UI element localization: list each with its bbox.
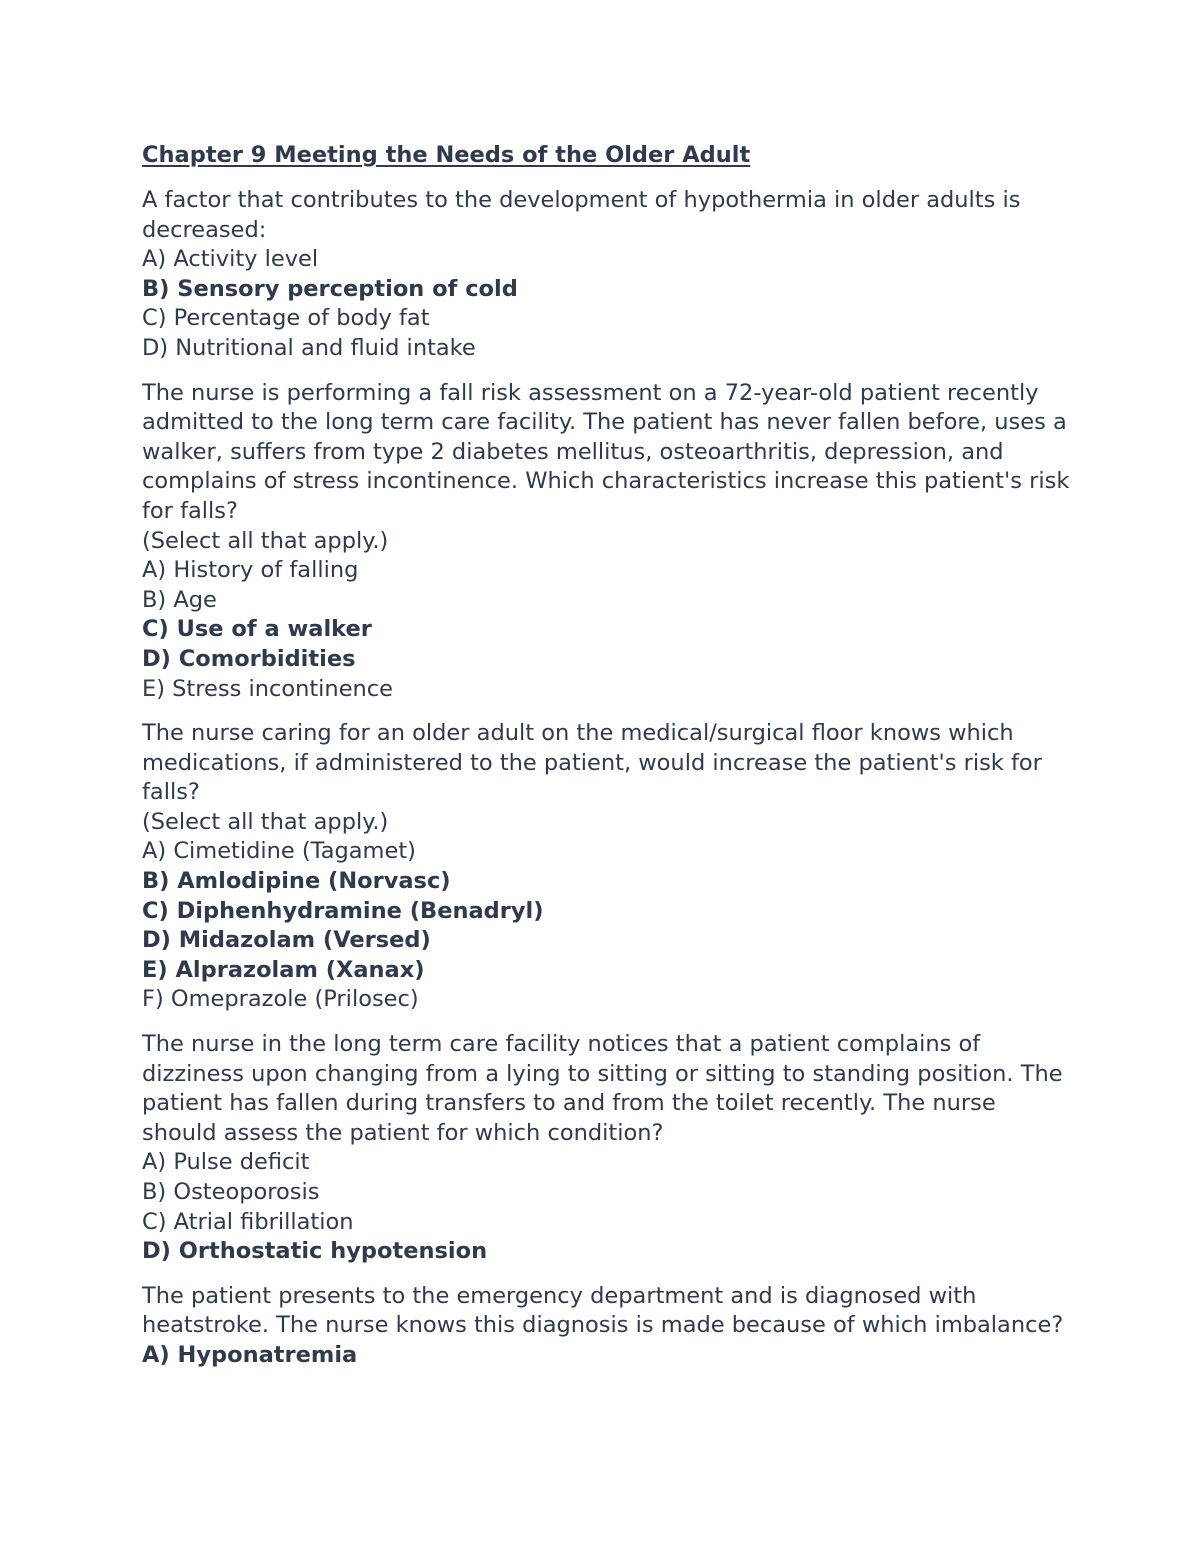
question-3 [142, 719, 1072, 1015]
correct-answer-option: D) Midazolam (Versed) [142, 927, 431, 954]
correct-answer-option: B) Sensory perception of cold [142, 275, 518, 302]
answer-option: F) Omeprazole (Prilosec) [142, 986, 419, 1013]
answer-option: B) Osteoporosis [142, 1179, 320, 1205]
question-stem: A factor that contributes to the development of hypothermia in older adults is decreased: [142, 187, 1021, 243]
answer-option: A) Pulse deficit [142, 1149, 310, 1176]
answer-option: A) Activity level [142, 246, 319, 273]
select-all-instruction: (Select all that apply.) [142, 808, 389, 835]
question-stem: The patient presents to the emergency department and is diagnosed with heatstroke. The nurse knows this diagnosis is made because of which imbalance? [142, 1282, 1064, 1339]
correct-answer-option: C) Use of a walker [142, 616, 372, 643]
question-2 [142, 379, 1072, 705]
correct-answer-option: C) Diphenhydramine (Benadryl) [142, 897, 544, 924]
question-stem: The nurse in the long term care facility notices that a patient complains of dizziness upon changing from a lying to sitting or sitting to standing position. The patient has fallen during transfers to and from the toilet recently. The nurse should assess the patient for which condition? [142, 1031, 1063, 1146]
answer-option: E) Stress incontinence [142, 675, 394, 702]
select-all-instruction: (Select all that apply.) [142, 527, 389, 554]
answer-option: B) Age [142, 586, 217, 613]
correct-answer-option: D) Comorbidities [142, 645, 356, 672]
chapter-title: Chapter 9 Meeting the Needs of the Older Adult [142, 142, 751, 168]
question-stem: The nurse is performing a fall risk assessment on a 72-year-old patient recently admitted to the long term care facility. The patient has never fallen before, uses a walker, suffers from type 2 diabetes mellitus, osteoarthritis, depression, and complains of stress incontinence. Which characteristics increase this patient's risk for falls? [142, 379, 1070, 524]
correct-answer-option: D) Orthostatic hypotension [142, 1238, 488, 1265]
answer-option: C) Atrial fibrillation [142, 1208, 354, 1235]
answer-option: A) History of falling [142, 557, 359, 584]
correct-answer-option: E) Alprazolam (Xanax) [142, 956, 425, 983]
answer-option: D) Nutritional and fluid intake [142, 334, 476, 361]
document-page [142, 139, 1072, 1386]
question-4 [142, 1030, 1072, 1267]
answer-option: A) Cimetidine (Tagamet) [142, 838, 416, 865]
question-1 [142, 186, 1072, 364]
question-stem: The nurse caring for an older adult on the medical/surgical floor knows which medications, if administered to the patient, would increase the patient's risk for falls? [142, 720, 1042, 806]
correct-answer-option: A) Hyponatremia [142, 1341, 358, 1368]
answer-option: C) Percentage of body fat [142, 305, 430, 332]
correct-answer-option: B) Amlodipine (Norvasc) [142, 868, 451, 895]
question-5 [142, 1282, 1072, 1371]
